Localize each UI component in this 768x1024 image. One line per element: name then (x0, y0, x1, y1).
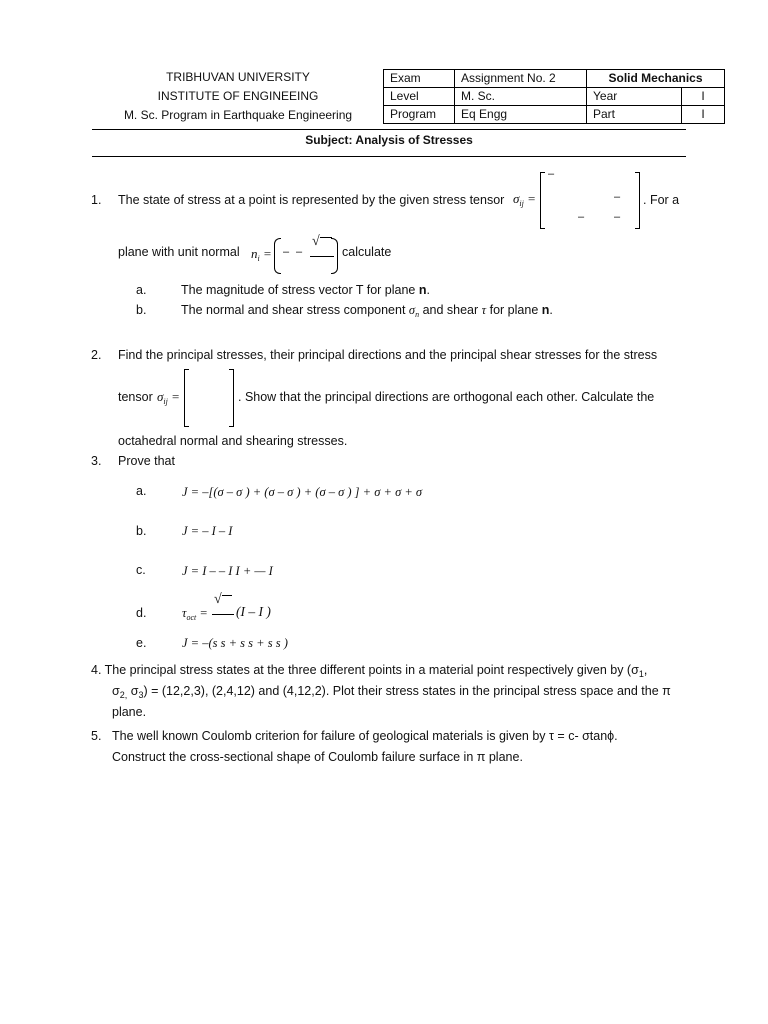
table-cell: Level (384, 88, 455, 106)
q2-line1: Find the principal stresses, their principal directions and the principal shear stresses for the stress (118, 348, 658, 362)
q3b-equation: J = – I – I (182, 524, 233, 538)
sigma-ij-symbol: $\sigma_{ij}$ = (157, 389, 180, 406)
q1b-mid: and shear (422, 303, 479, 317)
q4-sub-2: 2, (119, 690, 128, 700)
q2-number: 2. (91, 348, 102, 362)
vector-right-paren (331, 238, 338, 274)
matrix-dash: – (614, 191, 621, 203)
university-name: TRIBHUVAN UNIVERSITY (166, 70, 310, 84)
matrix-dash: – (548, 168, 555, 180)
q1a-end: . (426, 283, 430, 297)
table-cell: M. Sc. (455, 88, 587, 106)
matrix-left-bracket (540, 172, 545, 229)
q3-text: Prove that (118, 454, 175, 468)
info-table (383, 69, 725, 124)
sqrt-symbol: √ (312, 234, 320, 249)
table-row (384, 70, 725, 88)
fraction-bar (212, 614, 234, 615)
program-name: M. Sc. Program in Earthquake Engineering (123, 108, 353, 122)
vector-left-paren (274, 238, 281, 274)
table-cell: Year (587, 88, 682, 106)
matrix-left-bracket (184, 369, 189, 427)
q1-text: The state of stress at a point is represented by the given stress tensor (118, 193, 505, 207)
q1-text-end: . For a (643, 193, 680, 207)
q3d-equation: (I – I ) (236, 604, 271, 619)
q4-line3: plane. (112, 705, 147, 719)
q3b-label: b. (136, 524, 147, 538)
q3d-label: d. (136, 606, 147, 620)
sigma-n-symbol: $\sigma_n$ (408, 303, 420, 319)
institute-name: INSTITUTE OF ENGINEEING (157, 89, 319, 103)
q4-line2: $\sigma_{2,}$ $\sigma_3) = (12,2,3)$, (2,4,12) and (4,12,2). Plot their stress states in the principal stress space and the π (112, 684, 671, 700)
table-row (384, 88, 725, 106)
q3e-label: e. (136, 636, 147, 650)
q4-sub-3: 3 (138, 690, 144, 700)
q4-line2-rest: ) = (12,2,3), (2,4,12) and (4,12,2). Plot their stress states in the principal stress space and the π (143, 684, 671, 698)
matrix-right-bracket (229, 369, 234, 427)
table-cell: Exam (384, 70, 455, 88)
table-cell: I (682, 106, 725, 124)
q1b-end2: for plane (489, 303, 542, 317)
vector-dash: – (283, 246, 290, 258)
q1a-text (181, 283, 430, 297)
q3c-equation: J = I – – I I + — I (182, 564, 273, 578)
tau-symbol: τ (481, 303, 487, 317)
tau-oct-symbol: $\tau_{oct}$ = (182, 606, 208, 622)
header-rule (92, 129, 686, 130)
q1b-end: . (549, 303, 553, 317)
q3a-equation: J = –[(σ – σ ) + (σ – σ ) + (σ – σ ) ] + σ + σ + σ (182, 485, 423, 499)
q1b-text-main: The normal and shear stress component (181, 303, 406, 317)
matrix-dash: – (614, 211, 621, 223)
matrix-dash: – (578, 211, 585, 223)
q1a-text-main: The magnitude of stress vector T for plane (181, 283, 419, 297)
sigma-ij-symbol: $\sigma_{ij}$ = (513, 191, 536, 208)
q5-line1: The well known Coulomb criterion for failure of geological materials is given by τ = c- σtanϕ. (112, 729, 618, 743)
q4-sigma: σ (112, 684, 120, 698)
q1b-bold: n (541, 303, 550, 317)
unit-normal-symbol: $n_i$ = (251, 246, 272, 263)
vector-dash: – (296, 246, 303, 258)
course-title: Solid Mechanics (587, 70, 725, 88)
q1a-label: a. (136, 283, 147, 297)
sqrt-bar (222, 595, 232, 596)
table-cell: I (682, 88, 725, 106)
q1-line2-start: plane with unit normal (118, 245, 240, 259)
q1-number: 1. (91, 193, 102, 207)
q1b-label: b. (136, 303, 147, 317)
q4-line1-text: 4. The principal stress states at the three different points in a material point respectively given by (σ (91, 663, 639, 677)
table-row (384, 106, 725, 124)
q3-number: 3. (91, 454, 102, 468)
subject-rule (92, 156, 686, 157)
q1b-text (181, 303, 553, 319)
table-cell: Assignment No. 2 (455, 70, 587, 88)
q2-line2-start: tensor (118, 390, 153, 404)
q2-line3: octahedral normal and shearing stresses. (118, 434, 348, 448)
q3e-equation: J = –(s s + s s + s s ) (182, 636, 288, 650)
matrix-right-bracket (635, 172, 640, 229)
q5-line2: Construct the cross-sectional shape of Coulomb failure surface in π plane. (112, 750, 523, 764)
q5-number: 5. (91, 729, 102, 743)
table-cell: Eq Engg (455, 106, 587, 124)
q3c-label: c. (136, 563, 146, 577)
q4-line1: 4. The principal stress states at the three different points in a material point respectively given by ($\sigma_1$, (91, 663, 648, 679)
q4-sub-1: 1 (638, 669, 644, 679)
q2-line2-end: . Show that the principal directions are orthogonal each other. Calculate the (238, 390, 655, 404)
table-cell: Part (587, 106, 682, 124)
sqrt-symbol: √ (214, 592, 222, 607)
table-cell: Program (384, 106, 455, 124)
q3a-label: a. (136, 484, 147, 498)
subject-title: Subject: Analysis of Stresses (305, 133, 473, 147)
q1-line2-end: calculate (342, 245, 392, 259)
q1a-bold: n (418, 283, 427, 297)
